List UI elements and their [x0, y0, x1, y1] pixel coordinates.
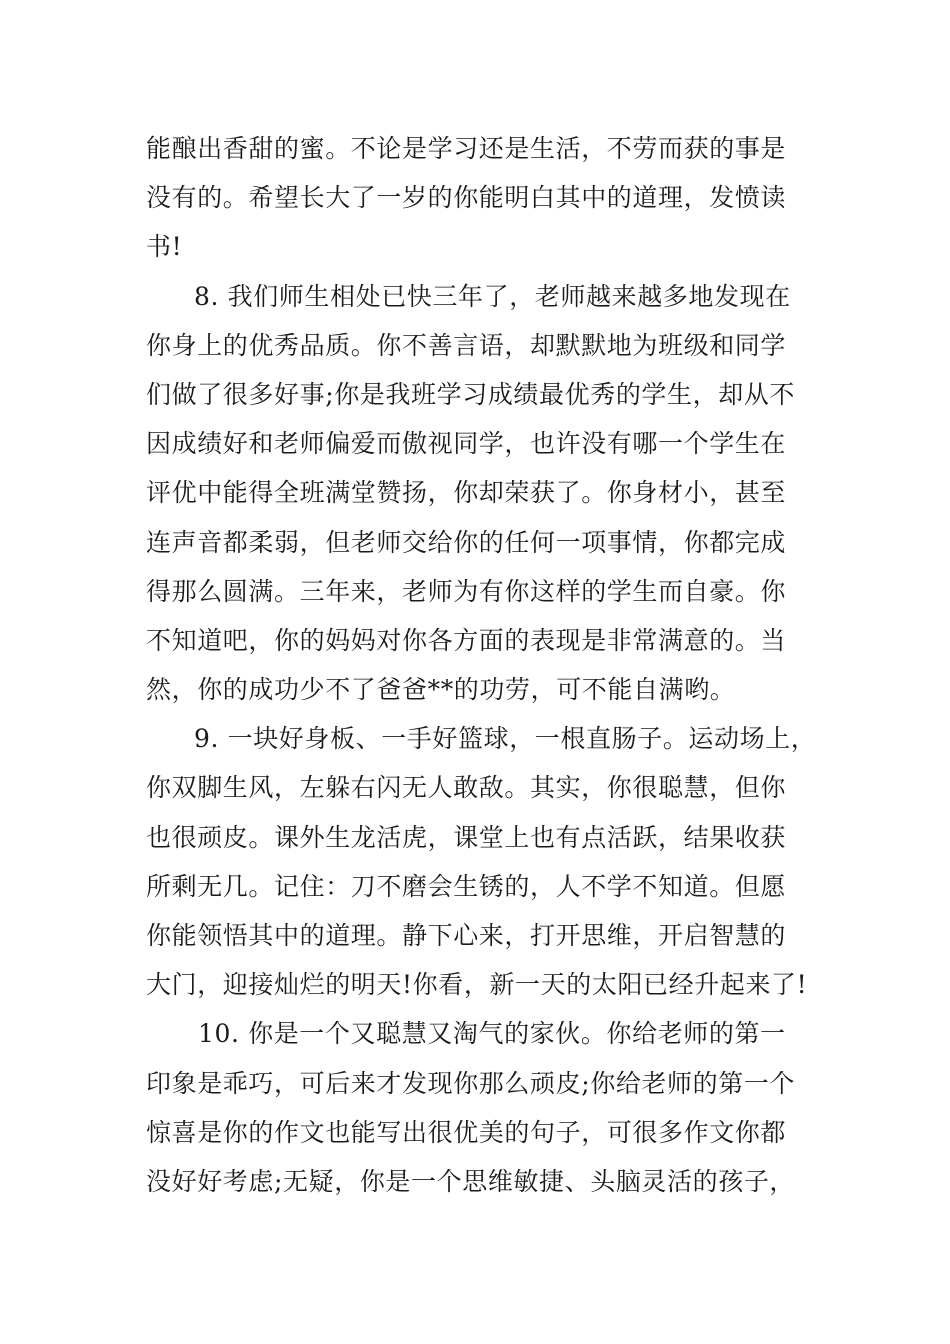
text-line: 没有的。希望长大了一岁的你能明白其中的道理，发愤读 — [146, 183, 787, 213]
text-line: 们做了很多好事;你是我班学习成绩最优秀的学生，却从不 — [146, 379, 796, 409]
text-line: 然，你的成功少不了爸爸**的功劳，可不能自满哟。 — [146, 675, 736, 705]
text-line: 不知道吧，你的妈妈对你各方面的表现是非常满意的。当 — [146, 625, 787, 655]
text-line: 你双脚生风，左躲右闪无人敢敌。其实，你很聪慧，但你 — [146, 773, 787, 803]
text-line: 得那么圆满。三年来，老师为有你这样的学生而自豪。你 — [146, 576, 787, 606]
paragraph-9 — [146, 714, 816, 1009]
text-line: 能酿出香甜的蜜。不论是学习还是生活，不劳而获的事是 — [146, 134, 787, 163]
paragraph-10 — [146, 1009, 816, 1206]
text-line: 所剩无几。记住：刀不磨会生锈的，人不学不知道。但愿 — [146, 871, 787, 901]
text-line: 你身上的优秀品质。你不善言语，却默默地为班级和同学 — [146, 330, 787, 360]
text-line: 你能领悟其中的道理。静下心来，打开思维，开启智慧的 — [146, 921, 787, 950]
text-line: 惊喜是你的作文也能写出很优美的句子，可很多作文你都 — [146, 1117, 787, 1147]
text-line: 10. 你是一个又聪慧又淘气的家伙。你给老师的第一 — [198, 1019, 786, 1049]
paragraph-7-continuation — [146, 124, 816, 272]
text-line: 8. 我们师生相处已快三年了，老师越来越多地发现在 — [194, 281, 791, 311]
text-line: 连声音都柔弱，但老师交给你的任何一项事情，你都完成 — [146, 527, 787, 557]
text-line: 大门，迎接灿烂的明天!你看，新一天的太阳已经升起来了! — [146, 970, 808, 1000]
text-line: 9. 一块好身板、一手好篮球，一根直肠子。运动场上， — [194, 724, 817, 754]
text-line: 评优中能得全班满堂赞扬，你却荣获了。你身材小，甚至 — [146, 478, 787, 508]
paragraph-8 — [146, 272, 816, 715]
text-line: 印象是乖巧，可后来才发现你那么顽皮;你给老师的第一个 — [146, 1068, 796, 1098]
text-line: 书! — [146, 232, 183, 262]
text-line: 没好好考虑;无疑，你是一个思维敏捷、头脑灵活的孩子， — [146, 1166, 796, 1196]
document-body — [146, 124, 816, 1206]
text-line: 也很顽皮。课外生龙活虎，课堂上也有点活跃，结果收获 — [146, 822, 787, 852]
text-line: 因成绩好和老师偏爱而傲视同学，也许没有哪一个学生在 — [146, 429, 787, 459]
